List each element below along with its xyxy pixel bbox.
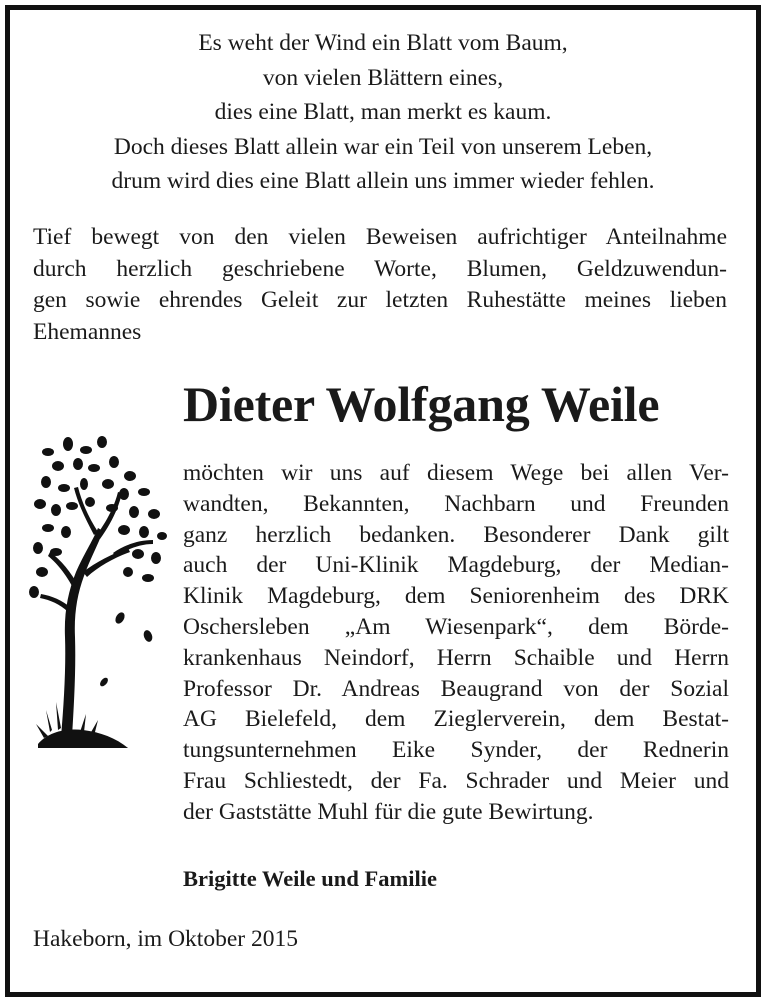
memorial-poem [10, 26, 756, 199]
thanks-paragraph [183, 458, 729, 828]
signature: Brigitte Weile und Familie [183, 866, 437, 891]
thanks-line: Frau Schliestedt, der Fa. Schrader und Meier und [183, 767, 729, 794]
thanks-line: krankenhaus Neindorf, Herrn Schaible und Herrn [183, 644, 729, 671]
thanks-line: auch der Uni-Klinik Magdeburg, der Median- [183, 552, 729, 579]
thanks-line: ganz herzlich bedanken. Besonderer Dank gilt [183, 521, 729, 548]
thanks-line: AG Bielefeld, dem Zieglerverein, dem Bestat- [183, 706, 729, 733]
place-date: Hakeborn, im Oktober 2015 [33, 926, 298, 952]
thanks-line: Klinik Magdeburg, dem Seniorenheim des DRK [183, 583, 729, 610]
poem-line: drum wird dies eine Blatt allein uns immer wieder fehlen. [111, 168, 655, 194]
tree-silhouette-icon [28, 432, 173, 752]
intro-line: gen sowie ehrendes Geleit zur letzten Ruhestätte meines lieben [33, 287, 727, 313]
thanks-line: wandten, Bekannten, Nachbarn und Freunden [183, 490, 729, 517]
intro-line: Tief bewegt von den vielen Beweisen aufrichtiger Anteilnahme [33, 224, 727, 250]
intro-paragraph [33, 222, 727, 348]
poem-line: von vielen Blättern eines, [262, 64, 504, 91]
poem-line: Es weht der Wind ein Blatt vom Baum, [198, 30, 568, 56]
thanks-line: tungsunternehmen Eike Synder, der Rednerin [183, 737, 729, 764]
intro-line: durch herzlich geschriebene Worte, Blumen, Geldzuwendun- [33, 255, 727, 282]
thanks-line: möchten wir uns auf diesem Wege bei allen Ver- [183, 460, 729, 486]
intro-line: Ehemannes [33, 318, 142, 345]
deceased-name: Dieter Wolfgang Weile [183, 376, 660, 432]
poem-line: dies eine Blatt, man merkt es kaum. [214, 99, 552, 125]
thanks-line: der Gaststätte Muhl für die gute Bewirtung. [183, 798, 594, 825]
thanks-line: Professor Dr. Andreas Beaugrand von der Sozial [183, 675, 729, 702]
poem-line: Doch dieses Blatt allein war ein Teil von unserem Leben, [113, 133, 653, 160]
thanks-line: Oschersleben „Am Wiesenpark“, dem Börde- [183, 613, 729, 640]
